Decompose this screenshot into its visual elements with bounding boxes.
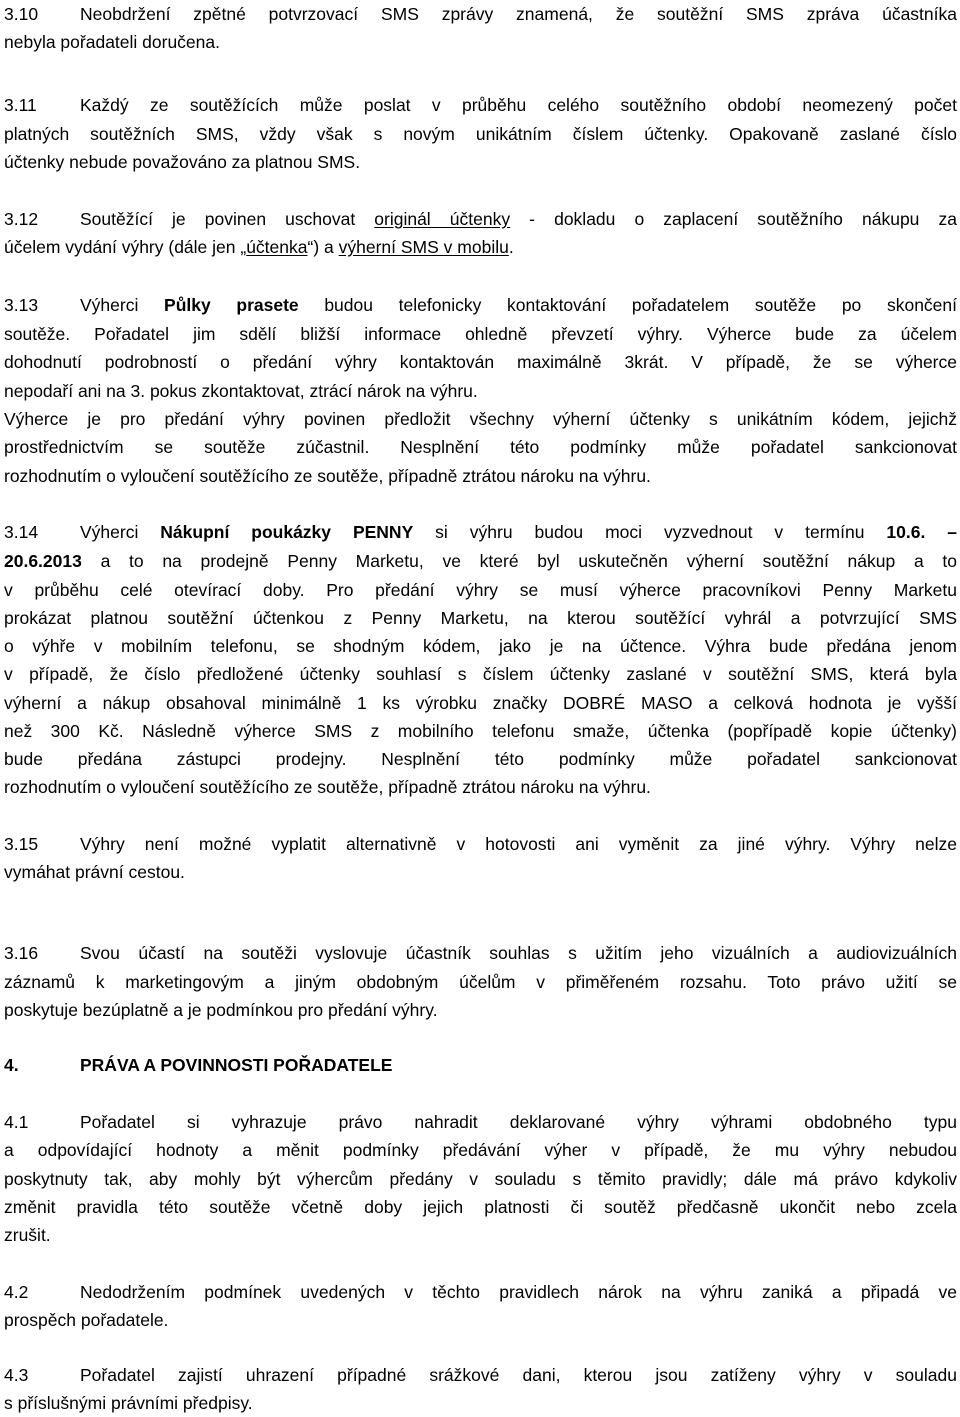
section-number: 3.10 xyxy=(4,4,39,24)
paragraph-text: Svou účastí na soutěži vyslovuje účastník souhlas s užitím jeho vizuálních a audiovizuálních xyxy=(80,943,957,963)
section-3-14-line-4: prokázat platnou soutěžní účtenkou z Penny Marketu, na kterou soutěžící vyhrál a potvrzující SMS xyxy=(4,608,957,628)
section-number: 4.3 xyxy=(4,1365,29,1385)
paragraph-text: a to na prodejně Penny Marketu, ve které byl uskutečněn výherní soutěžní nákup a to xyxy=(81,551,957,571)
section-3-13-line-3: dohodnutí podrobností o předání výhry kontaktován maximálně 3krát. V případě, že se výherce xyxy=(4,352,957,372)
section-number: 3.16 xyxy=(4,943,39,963)
paragraph-text: Soutěžící je povinen uschovat xyxy=(80,209,375,229)
bold-prize-name: Nákupní poukázky PENNY xyxy=(160,522,414,542)
section-4-3-line-2: s příslušnými právními předpisy. xyxy=(4,1393,253,1413)
section-3-16-line-2: záznamů k marketingovým a jiným obdobným účelům v přiměřeném rozsahu. Toto právo užití se xyxy=(4,972,957,992)
section-3-12-line-2 xyxy=(4,233,514,261)
section-3-16-line-3: poskytuje bezúplatně a je podmínkou pro předání výhry. xyxy=(4,1000,438,1020)
section-3-13-line-5: Výherce je pro předání výhry povinen předložit všechny výherní účtenky s unikátním kódem, jejichž xyxy=(4,409,957,429)
section-3-14-line-2 xyxy=(4,547,957,575)
section-title: PRÁVA A POVINNOSTI POŘADATELE xyxy=(80,1055,393,1075)
section-4-1-line-1 xyxy=(4,1108,957,1136)
section-4-2-line-1 xyxy=(4,1278,957,1306)
section-3-13-line-2: soutěže. Pořadatel jim sdělí bližší informace ohledně převzetí výhry. Výherce bude za účelem xyxy=(4,324,957,344)
section-3-14-line-6: v případě, že číslo předložené účtenky souhlasí s číslem účtenky zaslané v soutěžní SMS, která byla xyxy=(4,664,957,684)
section-4-2-line-2: prospěch pořadatele. xyxy=(4,1310,169,1330)
underlined-term-winning-sms: výherní SMS v mobilu xyxy=(338,237,509,257)
section-3-14-line-10: rozhodnutím o vyloučení soutěžícího ze soutěže, případně ztrátou nároku na výhru. xyxy=(4,777,651,797)
section-number: 4. xyxy=(4,1055,19,1075)
section-heading-4 xyxy=(4,1051,392,1079)
section-3-13-line-7: rozhodnutím o vyloučení soutěžícího ze soutěže, případně ztrátou nároku na výhru. xyxy=(4,466,651,486)
paragraph-text: Neobdržení zpětné potvrzovací SMS zprávy znamená, že soutěžní SMS zpráva účastníka xyxy=(80,4,957,24)
section-4-1-line-5: zrušit. xyxy=(4,1225,51,1245)
paragraph-text: budou telefonicky kontaktování pořadatelem soutěže po skončení xyxy=(298,295,958,315)
section-number: 3.14 xyxy=(4,522,39,542)
paragraph-text: Výhry není možné vyplatit alternativně v hotovosti ani vyměnit za jiné výhry. Výhry nelze xyxy=(80,834,957,854)
paragraph-text: Každý ze soutěžících může poslat v průběhu celého soutěžního období neomezený počet xyxy=(80,95,957,115)
section-number: 4.1 xyxy=(4,1112,29,1132)
section-3-13-line-6: prostřednictvím se soutěže zúčastnil. Nesplnění této podmínky může pořadatel sankcionovat xyxy=(4,437,957,457)
section-3-12-line-1 xyxy=(4,205,957,233)
underlined-term-receipt: účtenka xyxy=(246,237,308,257)
section-3-16-line-1 xyxy=(4,939,957,967)
section-3-14-line-7: výherní a nákup obsahoval minimálně 1 ks výrobku značky DOBRÉ MASO a celková hodnota je vyšší xyxy=(4,693,957,713)
paragraph-text: Pořadatel si vyhrazuje právo nahradit deklarované výhry výhrami obdobného typu xyxy=(80,1112,957,1132)
section-4-1-line-2: a odpovídající hodnoty a měnit podmínky předávání výher v případě, že mu výhry nebudou xyxy=(4,1140,957,1160)
paragraph-text: si výhru budou moci vyzvednout v termínu xyxy=(413,522,887,542)
paragraph-text: - dokladu o zaplacení soutěžního nákupu za xyxy=(510,209,957,229)
section-4-1-line-3: poskytnuty tak, aby mohly být výhercům předány v souladu s těmito pravidly; dále má právo kdykoliv xyxy=(4,1169,957,1189)
section-number: 3.15 xyxy=(4,834,39,854)
section-3-14-line-8: než 300 Kč. Následně výherce SMS z mobilního telefonu smaže, účtenka (popřípadě kopie účtenky) xyxy=(4,721,957,741)
section-number: 4.2 xyxy=(4,1282,29,1302)
paragraph-text: Pořadatel zajistí uhrazení případné srážkové dani, kterou jsou zatíženy výhry v souladu xyxy=(80,1365,957,1385)
section-3-13-line-4: nepodaří ani na 3. pokus zkontaktovat, ztrácí nárok na výhru. xyxy=(4,381,478,401)
section-3-15-line-1 xyxy=(4,830,957,858)
bold-date-end: 20.6.2013 xyxy=(4,551,82,571)
paragraph-text: “) a xyxy=(307,237,339,257)
section-3-13-line-1 xyxy=(4,291,957,319)
section-4-1-line-4: změnit pravidla této soutěže včetně doby jejich platnosti či soutěž předčasně ukončit nebo zcela xyxy=(4,1197,957,1217)
paragraph-text: Výherci xyxy=(80,295,165,315)
section-number: 3.13 xyxy=(4,295,39,315)
section-number: 3.11 xyxy=(4,95,37,115)
section-3-11-line-3: účtenky nebude považováno za platnou SMS. xyxy=(4,152,361,172)
paragraph-text: Nedodržením podmínek uvedených v těchto pravidlech nárok na výhru zaniká a připadá ve xyxy=(80,1282,957,1302)
section-3-15-line-2: vymáhat právní cestou. xyxy=(4,862,185,882)
section-4-3-line-1 xyxy=(4,1361,957,1389)
section-3-11-line-1 xyxy=(4,91,957,119)
underlined-term-original-receipt: originál účtenky xyxy=(374,209,511,229)
section-3-14-line-5: o výhře v mobilním telefonu, se shodným kódem, jako je na účtence. Výhra bude předána jenom xyxy=(4,636,957,656)
section-3-14-line-1 xyxy=(4,518,957,546)
section-3-14-line-3: v průběhu celé otevírací doby. Pro předání výhry se musí výherce pracovníkovi Penny Marketu xyxy=(4,580,957,600)
bold-date-start: 10.6. – xyxy=(886,522,957,542)
bold-prize-name: Půlky prasete xyxy=(164,295,299,315)
paragraph-text: Výherci xyxy=(80,522,161,542)
paragraph-text: účelem vydání výhry (dále jen „ xyxy=(4,237,247,257)
section-3-11-line-2: platných soutěžních SMS, vždy však s novým unikátním číslem účtenky. Opakovaně zaslané číslo xyxy=(4,124,957,144)
section-3-10-line-2: nebyla pořadateli doručena. xyxy=(4,32,220,52)
section-3-10-line-1 xyxy=(4,0,957,28)
paragraph-text: . xyxy=(508,237,514,257)
section-number: 3.12 xyxy=(4,209,39,229)
section-3-14-line-9: bude předána zástupci prodejny. Nesplnění této podmínky může pořadatel sankcionovat xyxy=(4,749,957,769)
